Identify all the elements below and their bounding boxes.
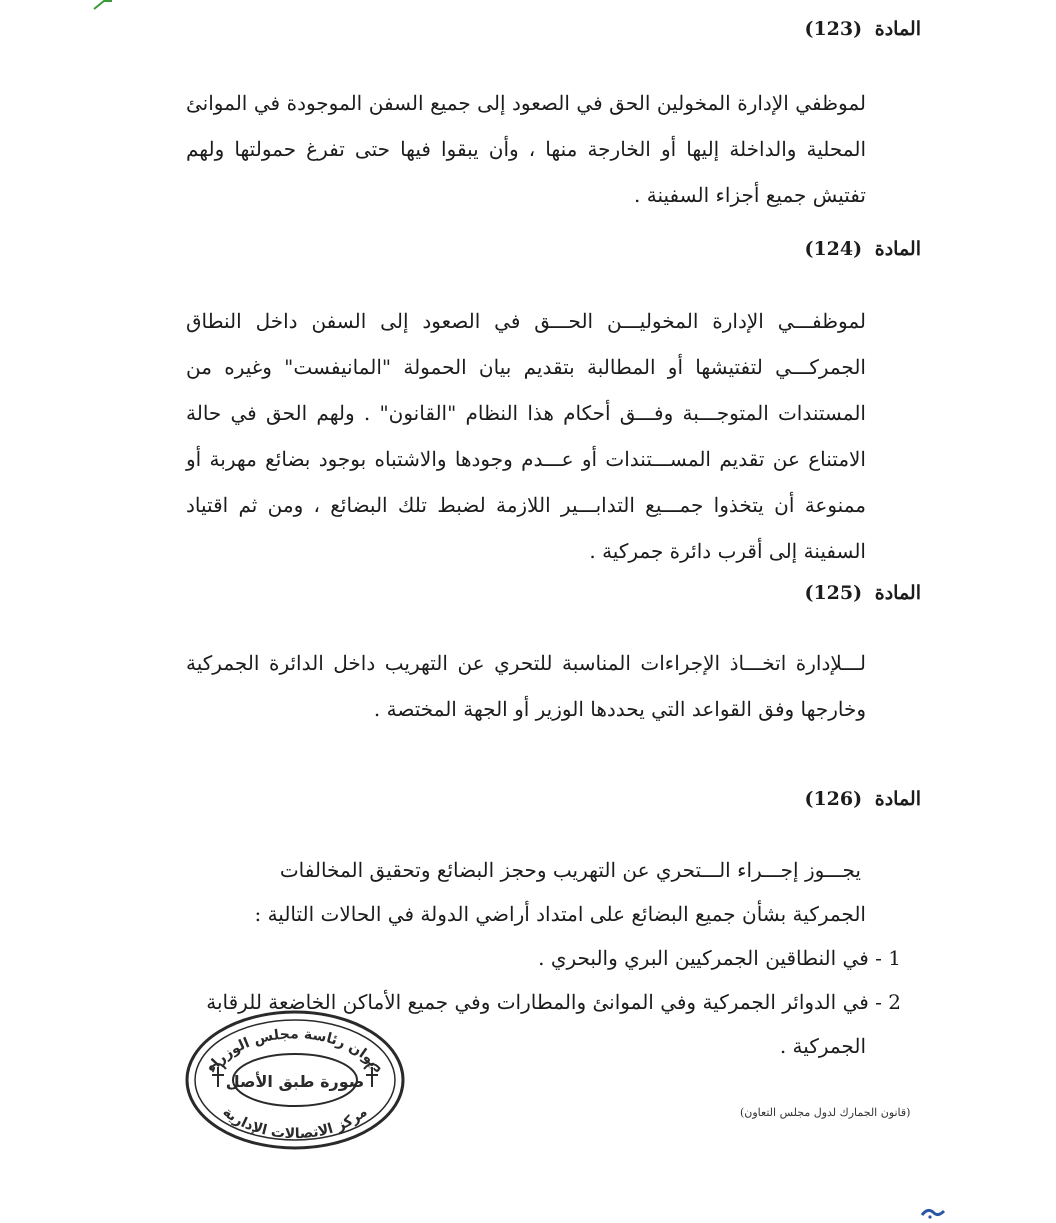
stamp-middle-text: صورة طبق الأصل <box>225 1072 365 1091</box>
footer-note: (قانون الجمارك لدول مجلس التعاون) <box>740 1106 911 1119</box>
article-126-intro-line: يجـــوز إجـــراء الـــتحري عن التهريب وحجز البضائع وتحقيق المخالفات <box>279 858 861 882</box>
article-123-heading <box>804 18 921 40</box>
article-123-text: لموظفي الإدارة المخولين الحق في الصعود إلى جميع السفن الموجودة في الموانئ المحلية والداخلة إليها أو الخارجة منها ، وأن يبقوا فيها حتى تفرغ حمولتها ولهم تفتيش جميع أجزاء السفينة . <box>186 91 866 207</box>
svg-text:مركز الاتصالات الإدارية <box>220 1104 371 1142</box>
stamp-top-text: ديوان رئاسة مجلس الوزراء <box>203 1026 387 1077</box>
list-item: 1 - في النطاقين الجمركيين البري والبحري . <box>538 946 901 970</box>
article-126-heading <box>804 788 921 810</box>
list-item: 2 - في الدوائر الجمركية وفي الموانئ والمطارات وفي جميع الأماكن الخاضعة للرقابة <box>206 990 901 1014</box>
stamp-bottom-text: مركز الاتصالات الإدارية <box>219 1104 371 1143</box>
article-number: (126) <box>804 788 863 810</box>
article-126-intro-line: الجمركية بشأن جميع البضائع على امتداد أراضي الدولة في الحالات التالية : <box>254 902 866 926</box>
article-label: المادة <box>874 788 921 810</box>
article-number: (125) <box>804 582 863 604</box>
article-125-heading <box>804 582 921 604</box>
article-label: المادة <box>874 18 921 40</box>
page-mark-icon <box>918 1205 948 1219</box>
article-number: (123) <box>804 18 863 40</box>
article-124-heading <box>804 238 921 260</box>
article-label: المادة <box>874 582 921 604</box>
article-124-text: لموظفـــي الإدارة المخوليـــن الحـــق في الصعود إلى السفن داخل النطاق الجمركـــي لتفتيشها أو المطالبة بتقديم بيان الحمولة "المانيفست" وغيره من المستندات المتوجـــبة وفـــق أحكام هذا النظام "القانون" . ولهم الحق في حالة الامتناع عن تقديم المســـتندات أو عـــدم وجودها والاشتباه بوجود بضائع مهربة أو ممنوعة أن يتخذوا جمـــيع التدابـــير اللازمة لضبط تلك البضائع ، ومن ثم اقتياد السفينة إلى أقرب دائرة جمركية . <box>186 309 866 563</box>
article-number: (124) <box>804 238 863 260</box>
article-125-text: لـــلإدارة اتخـــاذ الإجراءات المناسبة للتحري عن التهريب داخل الدائرة الجمركية وخارجها وفق القواعد التي يحددها الوزير أو الجهة المختصة . <box>186 651 866 721</box>
list-item-continuation: الجمركية . <box>779 1034 866 1058</box>
official-stamp <box>180 1005 410 1150</box>
article-label: المادة <box>874 238 921 260</box>
corner-mark-icon <box>92 0 114 10</box>
